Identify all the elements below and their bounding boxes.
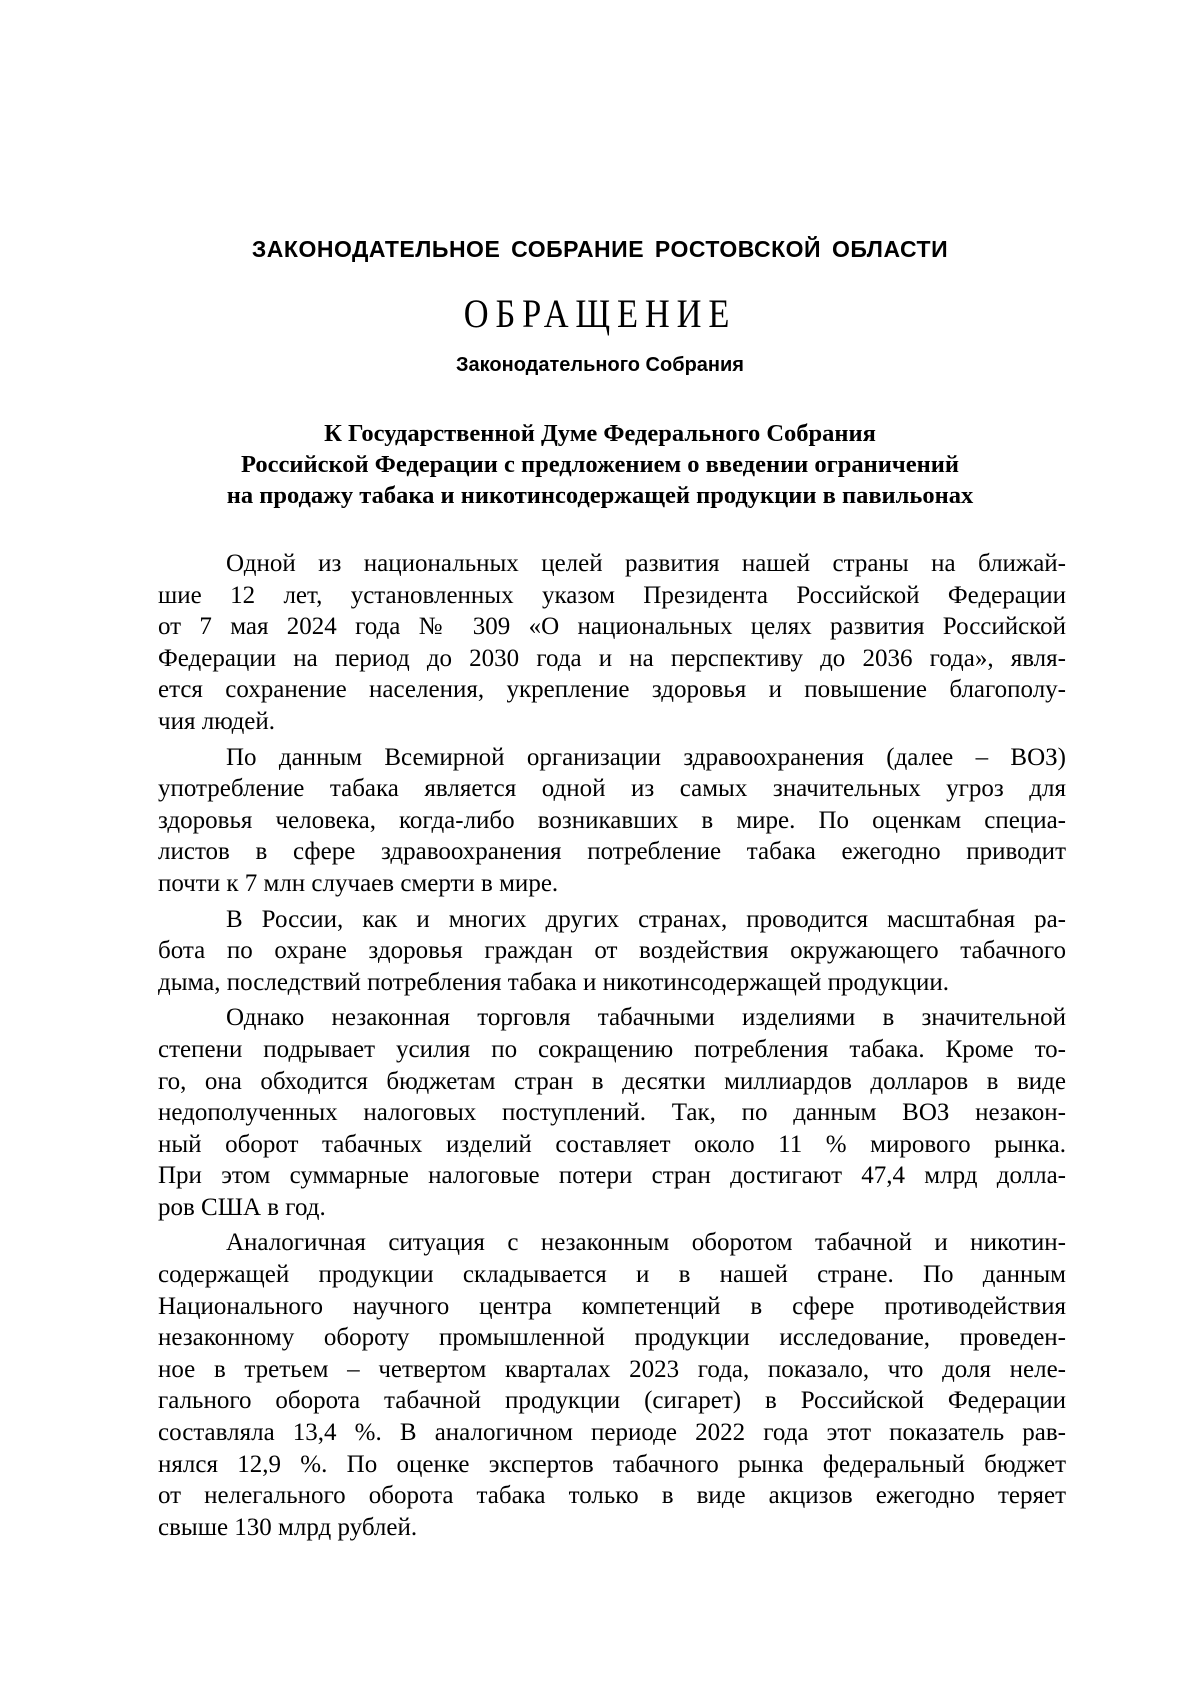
text-line: го, она обходится бюджетам стран в десятки миллиардов долларов в виде: [158, 1067, 1066, 1095]
text-line: степени подрывает усилия по сокращению потребления табака. Кроме то-: [158, 1035, 1066, 1063]
text-line: от нелегального оборота табака только в виде акцизов ежегодно теряет: [158, 1482, 1066, 1510]
body-paragraph: [158, 742, 1066, 900]
document-type-title: ОБРАЩЕНИЕ: [463, 291, 737, 336]
text-line: чия людей.: [158, 707, 276, 735]
text-line: листов в сфере здравоохранения потребление табака ежегодно приводит: [158, 838, 1066, 866]
organization-name: ЗАКОНОДАТЕЛЬНОЕ СОБРАНИЕ РОСТОВСКОЙ ОБЛАСТИ: [251, 236, 949, 262]
text-line: бота по охране здоровья граждан от воздействия окружающего табачного: [158, 937, 1066, 965]
text-line: ров США в год.: [158, 1193, 326, 1221]
body-paragraph: [158, 904, 1066, 999]
text-line: дыма, последствий потребления табака и никотинсодержащей продукции.: [158, 968, 950, 996]
document-issuer: Законодательного Собрания: [456, 354, 744, 376]
body-paragraph: [158, 548, 1066, 738]
text-line: содержащей продукции складывается и в нашей стране. По данным: [158, 1261, 1066, 1289]
text-line: ный оборот табачных изделий составляет около 11 % мирового рынка.: [158, 1130, 1066, 1158]
text-line: Однако незаконная торговля табачными изделиями в значительной: [226, 1004, 1066, 1032]
text-line: употребление табака является одной из самых значительных угроз для: [158, 775, 1066, 803]
subject-line: К Государственной Думе Федерального Собрания: [324, 420, 876, 447]
text-line: В России, как и многих других странах, проводится масштабная ра-: [226, 905, 1066, 933]
text-line: шие 12 лет, установленных указом Президента Российской Федерации: [158, 581, 1066, 609]
text-line: здоровья человека, когда-либо возникавших в мире. По оценкам специа-: [158, 806, 1066, 834]
text-line: свыше 130 млрд рублей.: [158, 1513, 418, 1541]
text-line: составляла 13,4 %. В аналогичном периоде 2022 года этот показатель рав-: [158, 1419, 1066, 1447]
document-subject: [0, 418, 1200, 511]
text-line: Национального научного центра компетенций в сфере противодействия: [158, 1292, 1066, 1320]
body-paragraph: [158, 1227, 1066, 1543]
text-line: незаконному обороту промышленной продукции исследование, проведен-: [158, 1324, 1066, 1352]
text-line: от 7 мая 2024 года № 309 «О национальных целях развития Российской: [158, 613, 1066, 641]
text-line: ное в третьем – четвертом кварталах 2023 года, показало, что доля неле-: [158, 1355, 1066, 1383]
text-line: Аналогичная ситуация с незаконным оборотом табачной и никотин-: [226, 1229, 1066, 1257]
text-line: гального оборота табачной продукции (сигарет) в Российской Федерации: [158, 1387, 1066, 1415]
document-body: [158, 548, 1066, 1547]
text-line: Федерации на период до 2030 года и на перспективу до 2036 года», явля-: [158, 644, 1066, 672]
text-line: По данным Всемирной организации здравоохранения (далее – ВОЗ): [226, 743, 1066, 771]
text-line: Одной из национальных целей развития нашей страны на ближай-: [226, 550, 1066, 577]
text-line: недополученных налоговых поступлений. Так, по данным ВОЗ незакон-: [158, 1099, 1066, 1127]
subject-line: на продажу табака и никотинсодержащей продукции в павильонах: [226, 482, 974, 509]
text-line: ется сохранение населения, укрепление здоровья и повышение благополу-: [158, 676, 1066, 704]
text-line: При этом суммарные налоговые потери стран достигают 47,4 млрд долла-: [158, 1162, 1066, 1190]
subject-line: Российской Федерации с предложением о введении ограничений: [241, 451, 959, 478]
body-paragraph: [158, 1002, 1066, 1223]
text-line: нялся 12,9 %. По оценке экспертов табачного рынка федеральный бюджет: [158, 1450, 1066, 1478]
text-line: почти к 7 млн случаев смерти в мире.: [158, 869, 559, 897]
